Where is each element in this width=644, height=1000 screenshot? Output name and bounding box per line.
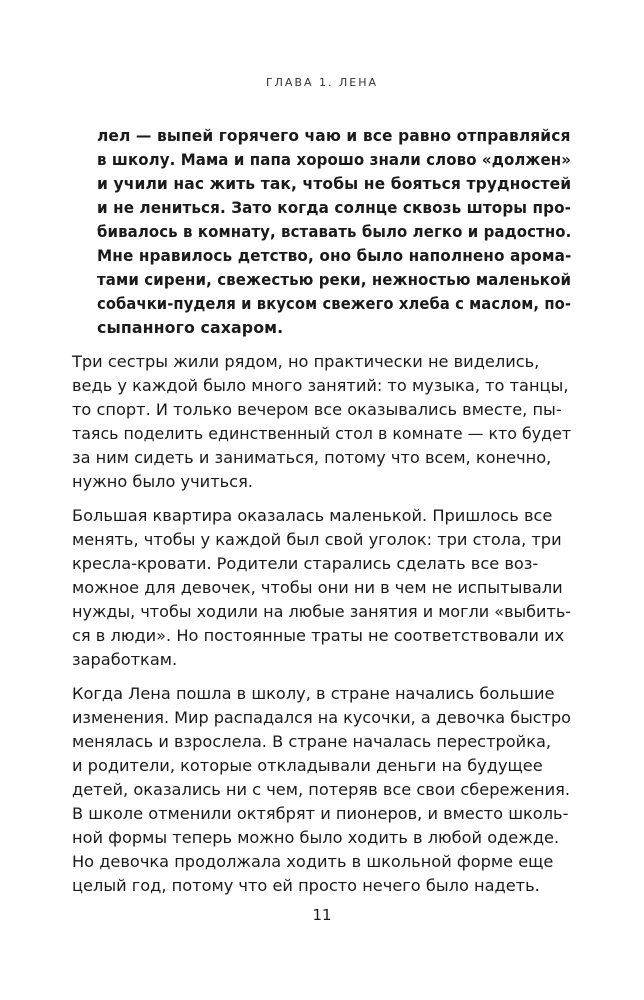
paragraph-line: Но девочка продолжала ходить в школьной форме еще <box>72 852 554 871</box>
paragraph-line: то спорт. И только вечером все оказывались вместе, пы- <box>72 400 562 419</box>
paragraph-line: ной формы теперь можно было ходить в любой одежде. <box>72 828 560 847</box>
highlight-line: тами сирени, свежестью реки, нежностью маленькой <box>97 270 572 289</box>
paragraph-line: нужды, чтобы ходили на любые занятия и могли «выбить- <box>72 602 572 621</box>
paragraph-line: целый год, потому что ей просто нечего было надеть. <box>72 876 540 895</box>
paragraph-line: В школе отменили октябрят и пионеров, и вместо школь- <box>72 804 569 823</box>
paragraph-line: детей, оказались ни с чем, потеряв все свои сбережения. <box>72 780 570 799</box>
paragraph-line: и родители, которые откладывали деньги на будущее <box>72 756 543 775</box>
paragraph-line: Большая квартира оказалась маленькой. Пришлось все <box>72 506 553 525</box>
paragraph-line: Три сестры жили рядом, но практически не виделись, <box>72 352 540 371</box>
paragraph-line: менять, чтобы у каждой был свой уголок: три стола, три <box>72 530 562 549</box>
highlight-line: бивалось в комнату, вставать было легко и радостно. <box>97 222 572 241</box>
paragraph-line: кресла-кровати. Родители старались сделать все воз- <box>72 554 539 573</box>
highlight-line: и не лениться. Зато когда солнце сквозь шторы про- <box>97 198 572 217</box>
highlight-line: Мне нравилось детство, оно было наполнено арома- <box>97 246 572 265</box>
highlight-line: в школу. Мама и папа хорошо знали слово «должен» <box>97 150 571 169</box>
highlight-line: собачки-пуделя и вкусом свежего хлеба с маслом, по- <box>97 294 572 313</box>
paragraph-line: за ним сидеть и заниматься, потому что всем, конечно, <box>72 448 552 467</box>
paragraph-line: таясь поделить единственный стол в комнате — кто будет <box>72 424 572 443</box>
paragraph-line: нужно было учиться. <box>72 472 253 491</box>
page-number: 11 <box>312 906 332 924</box>
paragraph-line: можное для девочек, чтобы они ни в чем не испытывали <box>72 578 563 597</box>
paragraph-line: Когда Лена пошла в школу, в стране начались большие <box>72 684 555 703</box>
paragraph-line: ся в люди». Но постоянные траты не соответствовали их <box>72 626 565 645</box>
paragraph-line: ведь у каждой было много занятий: то музыка, то танцы, <box>72 376 569 395</box>
highlight-line: сыпанного сахаром. <box>97 318 284 337</box>
paragraph-line: изменения. Мир распадался на кусочки, а девочка быстро <box>72 708 572 727</box>
highlight-line: и учили нас жить так, чтобы не бояться трудностей <box>97 174 572 193</box>
highlight-line: лел — выпей горячего чаю и все равно отправляйся <box>97 126 571 145</box>
paragraph-line: заработкам. <box>72 650 178 669</box>
paragraph-line: менялась и взрослела. В стране началась перестройка, <box>72 732 552 751</box>
running-header: ГЛАВА 1. ЛЕНА <box>265 76 379 89</box>
